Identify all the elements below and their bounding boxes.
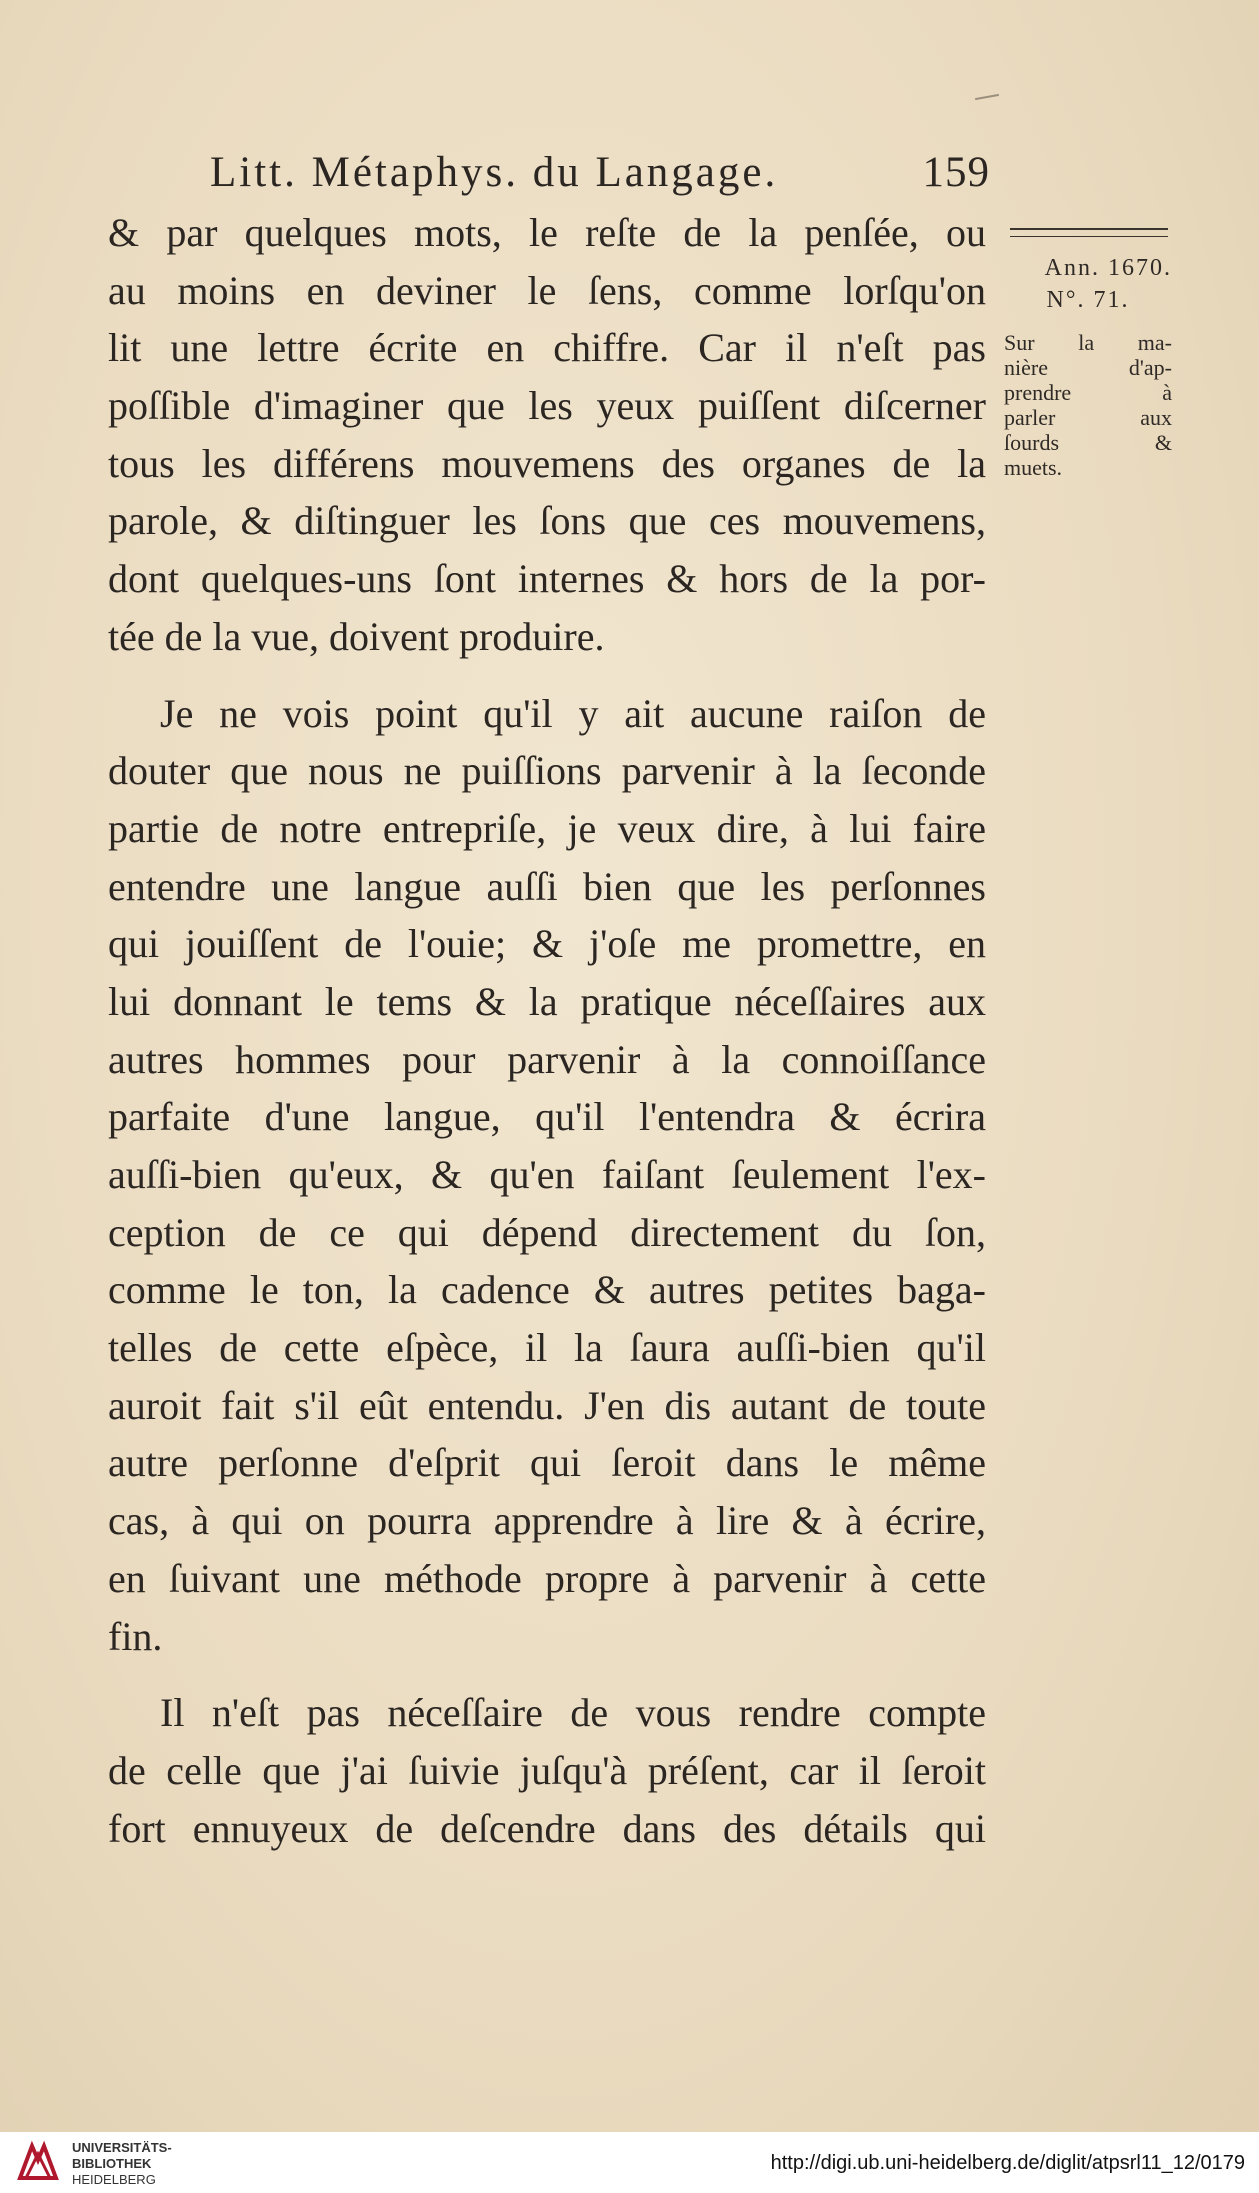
margin-number: N°. 71.	[1046, 287, 1130, 313]
text-line: parole, & diſtinguer les ſons que ces mouvemens,	[108, 498, 986, 544]
text-line: autre perſonne d'eſprit qui ſeroit dans le même	[108, 1440, 986, 1486]
text-line: & par quelques mots, le reſte de la penſée, ou	[108, 210, 986, 255]
marginal-note	[1004, 252, 1172, 480]
text-line: telles de cette eſpèce, il la ſaura auſſi-bien qu'il	[108, 1325, 986, 1371]
university-library-logo-icon	[12, 2138, 64, 2188]
paragraph-start-line: Je ne vois point qu'il y ait aucune raiſon de	[160, 690, 986, 736]
text-line: parfaite d'une langue, qu'il l'entendra & écrira	[108, 1094, 986, 1140]
institution-line: HEIDELBERG	[72, 2172, 156, 2187]
text-line: fort ennuyeux de deſcendre dans des détails qui	[108, 1805, 986, 1851]
running-header	[210, 148, 990, 197]
library-footer	[0, 2132, 1259, 2193]
text-line: auroit fait s'il eût entendu. J'en dis autant de toute	[108, 1382, 986, 1428]
margin-note-line: parler aux	[1004, 405, 1172, 430]
institution-line: UNIVERSITÄTS-	[72, 2140, 172, 2155]
page-number: 159	[922, 149, 990, 196]
margin-note-line: muets.	[1004, 455, 1063, 480]
text-line: cas, à qui on pourra apprendre à lire & à écrire,	[108, 1498, 986, 1544]
text-line: fin.	[108, 1613, 163, 1659]
institution-line: BIBLIOTHEK	[72, 2156, 152, 2171]
text-line: auſſi-bien qu'eux, & qu'en faiſant ſeulement l'ex-	[108, 1152, 986, 1197]
text-line: qui jouiſſent de l'ouie; & j'oſe me promettre, en	[108, 921, 986, 967]
ink-mark	[975, 94, 999, 100]
margin-note-line: prendre à	[1004, 380, 1172, 405]
source-url-link[interactable]: http://digi.ub.uni-heidelberg.de/diglit/atpsrl11_12/0179	[770, 2152, 1245, 2174]
text-line: dont quelques-uns ſont internes & hors de la por-	[108, 556, 986, 602]
margin-note-line: ſourds &	[1004, 430, 1172, 455]
main-text	[108, 204, 986, 1857]
text-line: de celle que j'ai ſuivie juſqu'à préſent, car il ſeroit	[108, 1747, 986, 1793]
text-line: autres hommes pour parvenir à la connoiſſance	[108, 1036, 986, 1082]
text-line: douter que nous ne puiſſions parvenir à la ſeconde	[108, 748, 986, 794]
text-line: en ſuivant une méthode propre à parvenir à cette	[108, 1555, 986, 1601]
text-line: au moins en deviner le ſens, comme lorſqu'on	[108, 267, 986, 313]
text-line: lit une lettre écrite en chiffre. Car il n'eſt pas	[108, 325, 986, 371]
margin-note-line: Sur la ma-	[1004, 330, 1172, 355]
text-line: tous les différens mouvemens des organes de la	[108, 440, 986, 486]
text-line: tée de la vue, doivent produire.	[108, 613, 605, 659]
margin-note-line: nière d'ap-	[1004, 355, 1172, 380]
text-line: ception de ce qui dépend directement du ſon,	[108, 1209, 986, 1255]
text-line: lui donnant le tems & la pratique néceſſaires aux	[108, 978, 986, 1024]
margin-double-rule	[1010, 228, 1168, 237]
running-title: Litt. Métaphys. du Langage.	[210, 149, 779, 196]
institution-name	[72, 2140, 172, 2188]
text-line: partie de notre entrepriſe, je veux dire, à lui faire	[108, 805, 986, 851]
text-line: poſſible d'imaginer que les yeux puiſſent diſcerner	[108, 383, 986, 429]
paragraph-start-line: Il n'eſt pas néceſſaire de vous rendre compte	[160, 1690, 986, 1736]
text-line: entendre une langue auſſi bien que les perſonnes	[108, 863, 986, 909]
margin-year: Ann. 1670.	[1044, 255, 1172, 281]
text-line: comme le ton, la cadence & autres petites baga-	[108, 1267, 986, 1313]
